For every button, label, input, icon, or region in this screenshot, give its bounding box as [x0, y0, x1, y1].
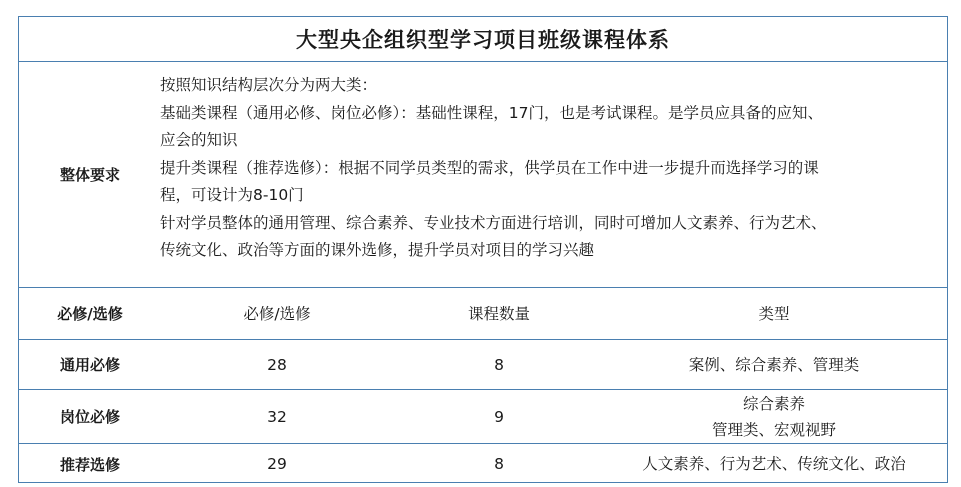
row-count: 8 [494, 455, 504, 473]
requirements-line: 程，可设计为8-10门 [160, 186, 304, 204]
row-label: 通用必修 [59, 356, 120, 374]
requirements-row [19, 62, 947, 288]
row-value: 32 [267, 407, 287, 426]
row-label: 岗位必修 [59, 408, 120, 426]
requirements-line: 按照知识结构层次分为两大类： [160, 76, 378, 94]
row-value: 29 [267, 455, 287, 473]
table-row [19, 340, 947, 390]
row-count: 8 [494, 355, 504, 374]
table-header-row [19, 288, 947, 340]
course-system-table [18, 16, 948, 483]
row-category [599, 340, 949, 389]
row-value: 28 [267, 355, 287, 374]
header-label: 必修/选修 [57, 305, 123, 323]
row-label: 推荐选修 [59, 455, 120, 474]
header-col-count: 课程数量 [467, 304, 530, 323]
requirements-line: 传统文化、政治等方面的课外选修，提升学员对项目的学习兴趣 [160, 241, 595, 259]
requirements-label: 整体要求 [59, 166, 120, 184]
requirements-line: 基础类课程（通用必修、岗位必修）：基础性课程，17门，也是考试课程。是学员应具备的应知、 [160, 103, 823, 122]
row-count: 9 [494, 407, 504, 426]
requirements-line: 提升类课程（推荐选修）：根据不同学员类型的需求，供学员在工作中进一步提升而选择学习的课 [160, 158, 819, 177]
requirements-line: 应会的知识 [160, 131, 238, 149]
table-title: 大型央企组织型学习项目班级课程体系 [19, 17, 947, 62]
row-category-line: 人文素养、行为艺术、传统文化、政治 [642, 455, 906, 473]
row-category-line: 案例、综合素养、管理类 [688, 355, 860, 374]
row-category-line: 综合素养 [742, 394, 805, 413]
header-col-category: 类型 [758, 304, 790, 323]
table-row [19, 390, 947, 444]
requirements-text [160, 72, 960, 265]
row-category [599, 444, 949, 484]
requirements-line: 针对学员整体的通用管理、综合素养、专业技术方面进行培训，同时可增加人文素养、行为艺术、 [160, 213, 827, 232]
table-row [19, 444, 947, 484]
header-col-type: 必修/选修 [243, 304, 311, 323]
row-category-line: 管理类、宏观视野 [711, 420, 836, 439]
row-category [599, 390, 949, 443]
